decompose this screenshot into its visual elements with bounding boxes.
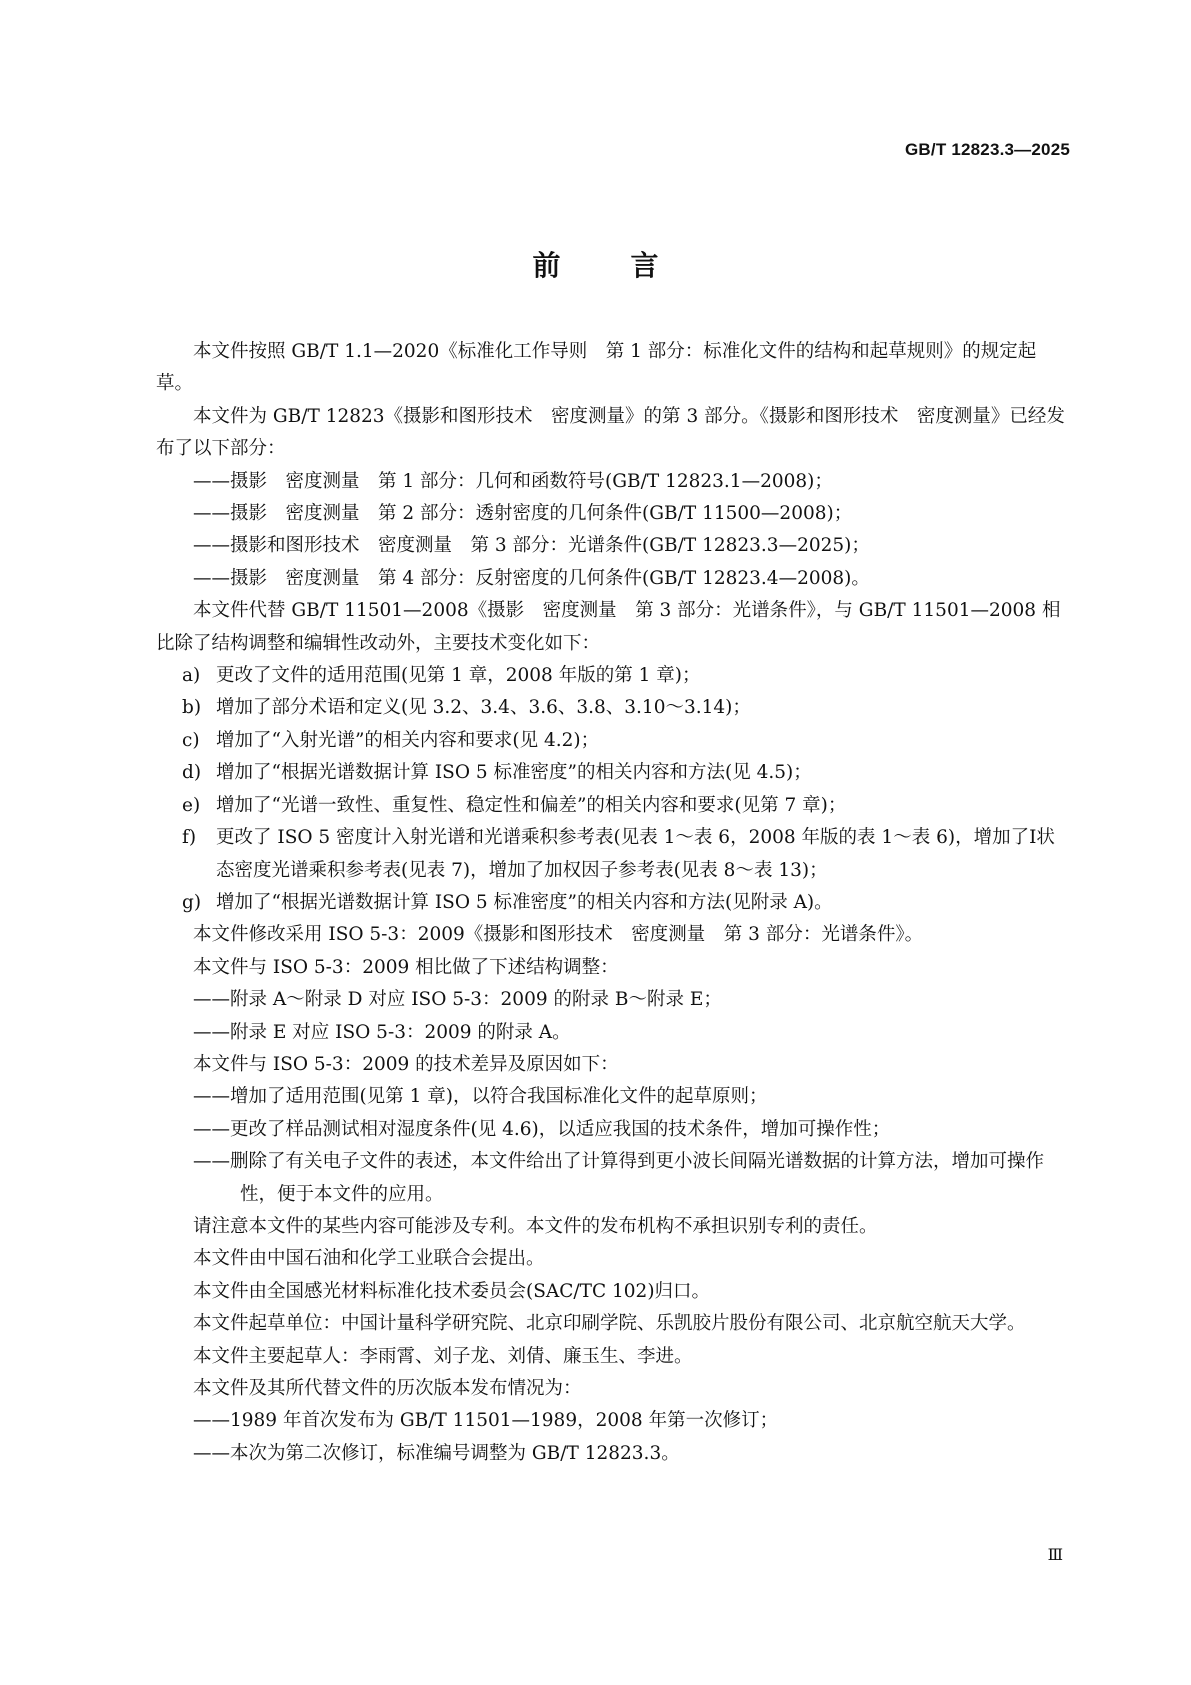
- paragraph-proposer: 本文件由中国石油和化学工业联合会提出。: [193, 1248, 545, 1270]
- list-item-difference-1: ——增加了适用范围(见第 1 章)，以符合我国标准化文件的起草原则；: [193, 1086, 768, 1108]
- paragraph-patent: 请注意本文件的某些内容可能涉及专利。本文件的发布机构不承担识别专利的责任。: [193, 1215, 878, 1237]
- paragraph-differences: 本文件与 ISO 5-3：2009 的技术差异及原因如下：: [193, 1053, 619, 1075]
- paragraph-drafters: 本文件主要起草人：李雨霄、刘子龙、刘倩、廉玉生、李进。: [193, 1345, 693, 1367]
- paragraph-replaces: 本文件代替 GB/T 11501—2008《摄影 密度测量 第 3 部分：光谱条件》，与 GB/T 11501—2008 相比除了结构调整和编辑性改动外，主要技术变化如下：: [156, 600, 1061, 654]
- list-item-text: 删除了有关电子文件的表述，本文件给出了计算得到更小波长间隔光谱数据的计算方法，增加可操作性，便于本文件的应用。: [230, 1151, 1045, 1205]
- list-item-text: 增加了“光谱一致性、重复性、稳定性和偏差”的相关内容和要求(见第 7 章)；: [216, 794, 847, 816]
- list-item-change-e: [156, 790, 1069, 822]
- list-item-structure-2: ——附录 E 对应 ISO 5-3：2009 的附录 A。: [193, 1021, 571, 1043]
- list-item-text: 增加了“入射光谱”的相关内容和要求(见 4.2)；: [216, 729, 600, 751]
- list-item-text: 增加了部分术语和定义(见 3.2、3.4、3.6、3.8、3.10～3.14)；: [216, 697, 751, 719]
- list-item-part-1: ——摄影 密度测量 第 1 部分：几何和函数符号(GB/T 12823.1—2008)；: [193, 470, 833, 492]
- list-item-difference-3: [156, 1146, 1069, 1211]
- paragraph-structure: 本文件与 ISO 5-3：2009 相比做了下述结构调整：: [193, 956, 619, 978]
- list-item-part-4: ——摄影 密度测量 第 4 部分：反射密度的几何条件(GB/T 12823.4—2008)。: [193, 567, 870, 589]
- list-marker: g): [182, 891, 202, 913]
- list-item-part-3: ——摄影和图形技术 密度测量 第 3 部分：光谱条件(GB/T 12823.3—2025)；: [193, 535, 870, 557]
- list-item-change-c: [156, 725, 1069, 757]
- list-marker: d): [182, 762, 202, 784]
- list-item-difference-2: ——更改了样品测试相对湿度条件(见 4.6)，以适应我国的技术条件，增加可操作性；: [193, 1118, 891, 1140]
- standard-code: GB/T 12823.3—2025: [905, 140, 1070, 159]
- paragraph-drafting-units: 本文件起草单位：中国计量科学研究院、北京印刷学院、乐凯胶片股份有限公司、北京航空航天大学。: [193, 1313, 1026, 1335]
- list-item-history-2: ——本次为第二次修订，标准编号调整为 GB/T 12823.3。: [193, 1442, 680, 1464]
- list-item-text: 增加了“根据光谱数据计算 ISO 5 标准密度”的相关内容和方法(见附录 A)。: [216, 891, 833, 913]
- list-item-change-d: [156, 757, 1069, 789]
- list-item-structure-1: ——附录 A～附录 D 对应 ISO 5-3：2009 的附录 B～附录 E；: [193, 989, 722, 1011]
- list-marker: c): [182, 729, 200, 751]
- paragraph-committee: 本文件由全国感光材料标准化技术委员会(SAC/TC 102)归口。: [193, 1280, 711, 1302]
- paragraph-adoption: 本文件修改采用 ISO 5-3：2009《摄影和图形技术 密度测量 第 3 部分：光谱条件》。: [193, 924, 924, 946]
- list-item-text: 更改了文件的适用范围(见第 1 章，2008 年版的第 1 章)；: [216, 665, 701, 687]
- list-marker: b): [182, 697, 202, 719]
- paragraph-scope: 本文件按照 GB/T 1.1—2020《标准化工作导则 第 1 部分：标准化文件的结构和起草规则》的规定起草。: [156, 341, 1037, 395]
- list-item-change-f: [156, 822, 1069, 887]
- list-item-history-1: ——1989 年首次发布为 GB/T 11501—1989，2008 年第一次修订；: [193, 1410, 779, 1432]
- document-body: [156, 336, 1069, 1470]
- list-item-part-2: ——摄影 密度测量 第 2 部分：透射密度的几何条件(GB/T 11500—2008)；: [193, 503, 853, 525]
- list-marker: f): [182, 827, 197, 849]
- list-marker: a): [182, 665, 201, 687]
- paragraph-series: 本文件为 GB/T 12823《摄影和图形技术 密度测量》的第 3 部分。《摄影和图形技术 密度测量》已经发布了以下部分：: [156, 405, 1065, 460]
- list-item-change-a: [156, 660, 1069, 692]
- list-item-change-b: [156, 692, 1069, 724]
- page-number: Ⅲ: [1047, 1545, 1063, 1564]
- list-item-text: 增加了“根据光谱数据计算 ISO 5 标准密度”的相关内容和方法(见 4.5)；: [216, 762, 812, 784]
- paragraph-history: 本文件及其所代替文件的历次版本发布情况为：: [193, 1378, 582, 1399]
- page-title: 前言: [532, 249, 729, 282]
- list-marker: e): [182, 794, 201, 816]
- list-item-text: 更改了 ISO 5 密度计入射光谱和光谱乘积参考表(见表 1～表 6，2008 年版的表 1～表 6)，增加了Ⅰ状态密度光谱乘积参考表(见表 7)，增加了加权因子参考表(见表 8～表 13)；: [216, 827, 1055, 881]
- dash-lead: ——: [193, 1151, 230, 1173]
- list-item-change-g: [156, 887, 1069, 919]
